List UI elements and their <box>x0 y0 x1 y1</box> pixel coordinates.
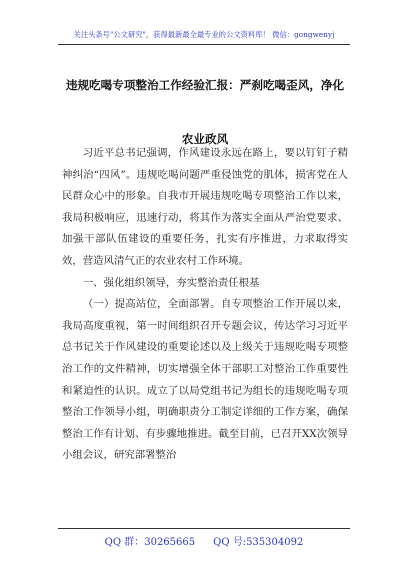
footer-qq-number: QQ 号:535304092 <box>213 537 304 548</box>
document-title: 违规吃喝专项整治工作经验汇报：严刹吃喝歪风，净化农业政风 <box>65 78 345 146</box>
section-paragraph: （一）提高站位，全面部署。自专项整治工作开展以来，我局高度重视，第一时间组织召开专题会议，传达学习习近平总书记关于作风建设的重要论述以及上级关于违规吃喝专项整治工作的文件精神，切实增强全体干部职工对整治工作重要性和紧迫性的认识。成立了以局党组书记为组长的违规吃喝专项整治工作领导小组，明确职责分工制定详细的工作方案，确保整治工作有计划、有步骤地推进。截至目前，已召开XX次领导小组会议，研究部署整治 <box>62 298 348 462</box>
header-banner: 关注头条号"公文研究"，获得最新最全最专业的公文资料库！ 微信：gongwenyj <box>73 30 335 39</box>
footer-qq-group: QQ 群：30265665 <box>104 537 196 548</box>
header-divider <box>58 44 350 45</box>
document-body <box>62 143 348 467</box>
footer-contact <box>0 533 408 548</box>
footer-divider <box>58 528 350 529</box>
intro-paragraph: 习近平总书记强调，作风建设永远在路上，要以钉钉子精神纠治“四风”。违规吃喝问题严重侵蚀党的肌体，损害党在人民群众心中的形象。自我市开展违规吃喝专项整治工作以来，我局积极响应，迅速行动，将其作为落实全面从严治党要求、加强干部队伍建设的重要任务，扎实有序推进，力求取得实效，营造风清气正的农业农村工作环境。 <box>62 147 348 267</box>
section-heading: 一、强化组织领导，夯实整治责任根基 <box>82 276 260 289</box>
